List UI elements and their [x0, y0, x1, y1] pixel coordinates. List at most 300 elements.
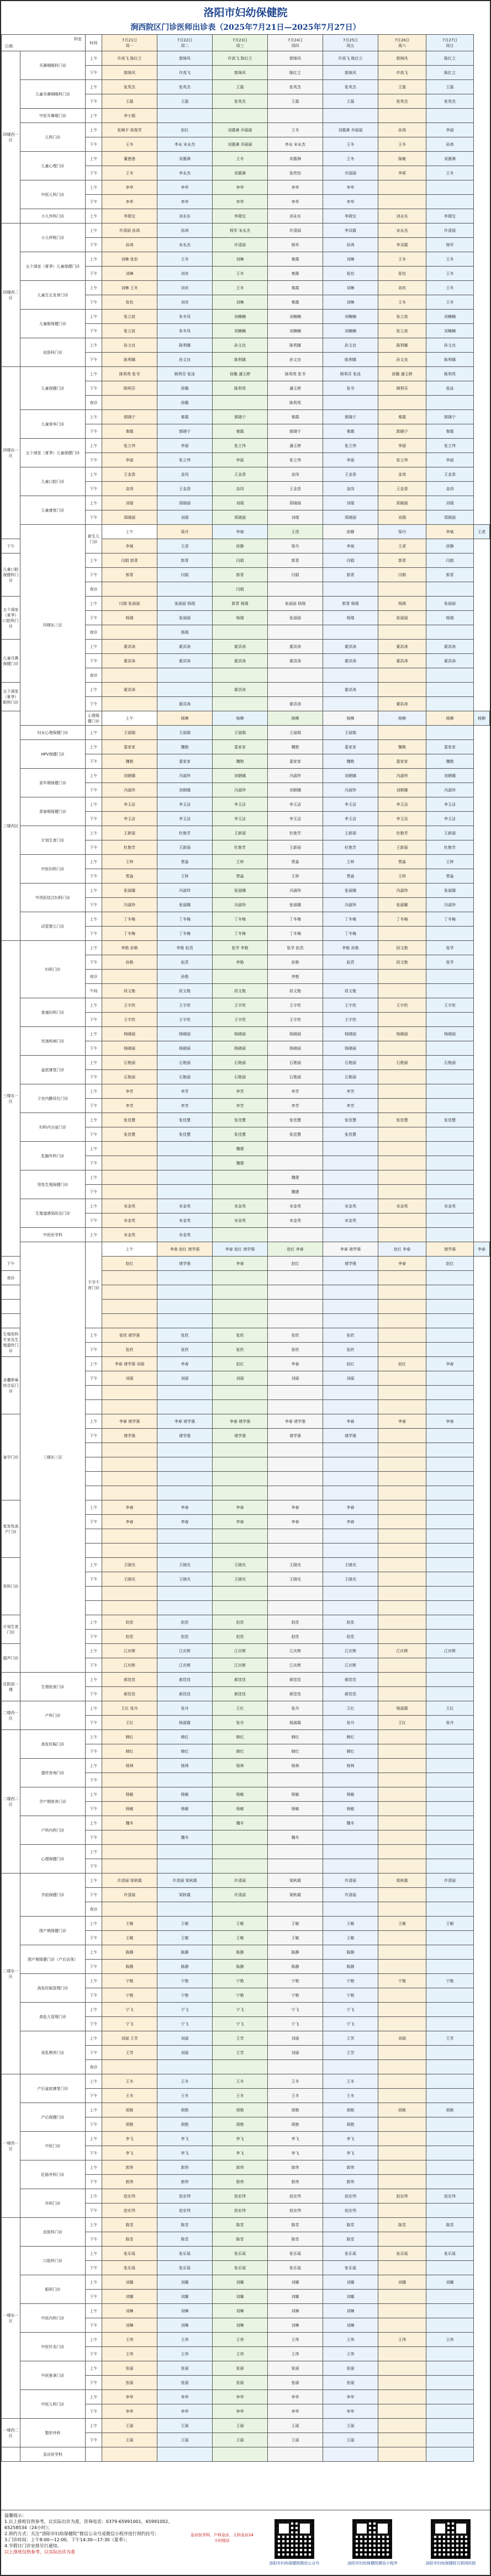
- doctor-cell: [378, 1630, 426, 1644]
- doctor-cell: 刘丽: [102, 1371, 157, 1386]
- doctor-cell: 李小娟: [102, 109, 157, 123]
- doctor-cell: 石艳丽: [213, 1056, 268, 1070]
- doctor-cell: 张欣: [102, 1343, 157, 1357]
- doctor-cell: [378, 1300, 426, 1314]
- table-row: [2, 912, 490, 927]
- doctor-cell: 赵宏伟: [268, 2189, 323, 2204]
- doctor-cell: [323, 1486, 378, 1500]
- area-cell: 一楼西一区: [2, 2074, 20, 2218]
- doctor-cell: [323, 1845, 378, 1859]
- area-cell: 一楼西二区: [2, 2419, 20, 2447]
- session-cell: 上午: [86, 1673, 102, 1687]
- table-row: [2, 310, 490, 324]
- table-corner: [2, 35, 86, 51]
- doctor-cell: 王冬: [102, 2074, 157, 2089]
- doctor-cell: [426, 1572, 474, 1587]
- doctor-cell: 李春: [378, 1257, 426, 1271]
- doctor-cell: 王晓光: [268, 1572, 323, 1587]
- doctor-cell: [268, 1529, 323, 1544]
- doctor-cell: 刘丽: [268, 2046, 323, 2060]
- doctor-cell: [323, 2447, 378, 2462]
- session-cell: 上午: [86, 1199, 102, 1214]
- doctor-cell: 郭青 杨瑞: [213, 597, 268, 611]
- doctor-cell: [157, 1845, 213, 1859]
- doctor-cell: 魏冬: [323, 1816, 378, 1830]
- doctor-cell: 刘惠淋 乔丽丽: [323, 123, 378, 137]
- session-cell: 下午: [86, 2146, 102, 2160]
- doctor-cell: [378, 1185, 426, 1199]
- doctor-cell: 石艳丽: [157, 1056, 213, 1070]
- doctor-cell: 王冬: [426, 252, 474, 267]
- qr-internet-hospital[interactable]: [420, 2519, 481, 2566]
- session-cell: 上午: [86, 1558, 102, 1572]
- doctor-cell: 王磊: [213, 80, 268, 94]
- doctor-cell: 魏建: [268, 1185, 323, 1199]
- doctor-cell: [323, 1300, 378, 1314]
- doctor-cell: 李春: [157, 1357, 213, 1371]
- table-row: [2, 2419, 490, 2433]
- doctor-cell: 张怡: [323, 267, 378, 281]
- doctor-cell: 李春 褚学强: [268, 1414, 323, 1429]
- session-cell: 下午: [86, 783, 102, 797]
- doctor-cell: 李芳: [268, 1084, 323, 1099]
- doctor-cell: 赵宏伟: [268, 2204, 323, 2218]
- doctor-cell: 孙文良: [268, 353, 323, 367]
- doctor-cell: [378, 1314, 426, 1328]
- doctor-cell: 孙艳: [157, 970, 213, 984]
- doctor-cell: [213, 1845, 268, 1859]
- doctor-cell: 顾利芬 张泳: [157, 367, 213, 381]
- doctor-cell: 张佳慧: [102, 1113, 157, 1127]
- doctor-cell: 冯淑珍: [426, 898, 474, 912]
- session-cell: 下午: [86, 1214, 102, 1228]
- doctor-cell: [426, 1170, 474, 1185]
- qr-mini-program[interactable]: [342, 2519, 403, 2566]
- session-cell: 下午: [86, 482, 102, 496]
- doctor-cell: [102, 970, 157, 984]
- doctor-cell: 张佳慧: [157, 1113, 213, 1127]
- doctor-cell: 孙文良: [426, 338, 474, 353]
- doctor-cell: 赵宏伟: [323, 2189, 378, 2204]
- session-cell: 上午: [86, 883, 102, 898]
- doctor-cell: 李华: [157, 2404, 213, 2419]
- day-header-fri: [323, 35, 378, 51]
- doctor-cell: 贾淼: [157, 855, 213, 869]
- doctor-cell: 宋金英: [323, 1214, 378, 1228]
- session-cell: 下午: [86, 1988, 102, 2003]
- doctor-cell: 魏建: [268, 1170, 323, 1185]
- doctor-cell: 杨敏: [102, 1802, 157, 1816]
- doctor-cell: 胡艳: [378, 2103, 426, 2117]
- doctor-cell: [426, 1988, 474, 2003]
- session-cell: 下午: [86, 195, 102, 209]
- doctor-cell: 江庆辉: [323, 1644, 378, 1658]
- doctor-cell: 陈雪: [268, 2218, 323, 2232]
- doctor-cell: 冯淑珍: [213, 783, 268, 797]
- doctor-cell: 梁秋霞: [268, 1888, 323, 1902]
- session-cell: 上午: [86, 740, 102, 754]
- doctor-cell: [157, 1443, 213, 1457]
- doctor-cell: 王芳: [213, 2031, 268, 2046]
- session-cell: 下午: [86, 1630, 102, 1644]
- doctor-cell: [378, 1070, 426, 1084]
- doctor-cell: 王敏: [157, 1931, 213, 1945]
- doctor-cell: 郭伟: [102, 2175, 157, 2189]
- doctor-cell: [378, 2117, 426, 2132]
- doctor-cell: 张英杰: [268, 80, 323, 94]
- doctor-cell: 杜艳芳: [323, 840, 378, 855]
- doctor-cell: 陈静: [268, 1945, 323, 1960]
- doctor-cell: 许高飞: [157, 66, 213, 80]
- doctor-cell: 冯淑珍: [102, 783, 157, 797]
- session-cell: 上午: [86, 281, 102, 295]
- doctor-cell: 杨晓丽: [102, 1041, 157, 1056]
- doctor-cell: [157, 1472, 213, 1486]
- table-row: [2, 2390, 490, 2404]
- doctor-cell: 刘瑞: [378, 510, 426, 525]
- doctor-cell: 陈利娜: [378, 338, 426, 353]
- doctor-cell: 王冬: [426, 281, 474, 295]
- qr-caption: 洛阳市妇幼保健院互联网医院: [425, 2561, 476, 2566]
- session-cell: 上午: [86, 1701, 102, 1716]
- doctor-cell: 郭伟: [157, 2175, 213, 2189]
- doctor-cell: 王丽: [323, 2419, 378, 2433]
- doctor-cell: 刘惠淋: [213, 166, 268, 180]
- doctor-cell: 刘娜: [157, 2290, 213, 2304]
- session-cell: 下午: [86, 66, 102, 80]
- doctor-cell: [268, 1271, 323, 1285]
- doctor-cell: [426, 1142, 474, 1156]
- doctor-cell: 张立波: [378, 310, 426, 324]
- doctor-cell: 石艳丽: [213, 1070, 268, 1084]
- doctor-cell: 郭绵风: [157, 51, 213, 66]
- doctor-cell: 刘琳: [268, 2318, 323, 2333]
- table-row: [2, 525, 490, 539]
- doctor-cell: 王红: [323, 1701, 378, 1716]
- doctor-cell: 刘欢: [157, 281, 213, 295]
- doctor-cell: 赵佳: [102, 1615, 157, 1630]
- doctor-cell: [426, 2003, 474, 2017]
- doctor-cell: 石艳丽: [426, 1056, 474, 1070]
- doctor-cell: 张立伟: [378, 453, 426, 467]
- doctor-cell: 刘朝娜: [213, 769, 268, 783]
- doctor-cell: 宋金英: [157, 1214, 213, 1228]
- session-cell: [86, 1529, 102, 1544]
- doctor-cell: 郭青: [213, 568, 268, 582]
- session-cell: 上午: [86, 597, 102, 611]
- doctor-cell: [323, 1156, 378, 1170]
- doctor-cell: [323, 1400, 378, 1414]
- doctor-cell: [213, 1859, 268, 1874]
- doctor-cell: [268, 582, 323, 597]
- session-cell: 下午: [86, 1343, 102, 1357]
- doctor-cell: 王金香: [378, 482, 426, 496]
- doctor-cell: 胡艳: [157, 2103, 213, 2117]
- doctor-cell: 霍洪涛: [102, 640, 157, 654]
- doctor-cell: 郭晓宁: [378, 424, 426, 439]
- doctor-cell: 王晓光: [157, 1558, 213, 1572]
- doctor-cell: 刘楠楠: [213, 324, 268, 338]
- clinic-name: 心理保健门诊: [86, 711, 102, 726]
- doctor-cell: 朱冬凤: [157, 310, 213, 324]
- doctor-cell: 陈雪: [213, 2232, 268, 2247]
- doctor-cell: 李玉洁: [323, 812, 378, 826]
- doctor-cell: 杨敏: [323, 1787, 378, 1802]
- doctor-cell: 王敏: [213, 1931, 268, 1945]
- doctor-cell: 褚学强: [157, 1429, 213, 1443]
- doctor-cell: [213, 1400, 268, 1414]
- session-cell: 上午: [86, 1644, 102, 1658]
- doctor-cell: [157, 1601, 213, 1615]
- doctor-cell: 胡艳: [157, 2117, 213, 2132]
- doctor-cell: 张立伟: [323, 439, 378, 453]
- doctor-cell: 陈敏: [378, 152, 426, 166]
- doctor-cell: 韩红: [268, 1730, 323, 1744]
- doctor-cell: 王冬: [268, 123, 323, 137]
- doctor-cell: 张立伟: [426, 439, 474, 453]
- doctor-cell: 杨淑霞: [268, 1716, 323, 1730]
- table-row: [2, 2247, 490, 2261]
- session-cell: 下午: [86, 1041, 102, 1056]
- doctor-cell: 郝佳佳: [213, 1687, 268, 1701]
- doctor-cell: 霍洪涛: [157, 640, 213, 654]
- doctor-cell: [102, 1601, 157, 1615]
- doctor-cell: 霍洪涛: [157, 697, 213, 711]
- clinic-name: 计划生育门诊: [2, 1615, 20, 1644]
- doctor-cell: 宋金英: [157, 1228, 213, 1242]
- clinic-name: 产后盆底康复门诊: [20, 2074, 86, 2103]
- doctor-cell: [323, 1472, 378, 1486]
- doctor-cell: 徐静: [323, 525, 378, 539]
- doctor-cell: [378, 1888, 426, 1902]
- doctor-cell: 赵红: [378, 1357, 426, 1371]
- doctor-cell: 张乐瑶: [323, 2261, 378, 2275]
- doctor-cell: [157, 582, 213, 597]
- session-cell: [86, 1544, 102, 1558]
- doctor-cell: 魏艳: [213, 754, 268, 769]
- session-cell: 下午: [86, 1099, 102, 1113]
- doctor-cell: 张丽娜: [323, 883, 378, 898]
- doctor-cell: 李斌: [426, 525, 474, 539]
- clinic-name: 高危妊娠门诊: [20, 1730, 86, 1759]
- doctor-cell: 李飞: [323, 2146, 378, 2160]
- doctor-cell: 张欣 褚学强: [102, 1328, 157, 1343]
- doctor-cell: 李春: [102, 1500, 157, 1515]
- doctor-cell: 陈雪: [157, 2218, 213, 2232]
- doctor-cell: 霍洪涛: [213, 640, 268, 654]
- session-cell: 下午: [86, 1716, 102, 1730]
- qr-code-icon: [274, 2519, 314, 2559]
- day-date: 7月25日: [342, 38, 358, 42]
- table-row: [2, 439, 490, 453]
- doctor-cell: [213, 1300, 268, 1314]
- session-cell: 上午: [86, 683, 102, 697]
- doctor-cell: 闫娟: [378, 568, 426, 582]
- doctor-cell: 郭青: [323, 568, 378, 582]
- doctor-cell: 江庆辉: [157, 1644, 213, 1658]
- doctor-cell: 刘丽: [378, 2031, 426, 2046]
- session-cell: 夜诊: [2, 1271, 20, 1285]
- doctor-cell: 李玉洁: [268, 797, 323, 812]
- table-row: [2, 797, 490, 812]
- doctor-cell: 宋永杰: [157, 238, 213, 252]
- doctor-cell: 梁丹: [378, 525, 426, 539]
- doctor-cell: 魏艳: [426, 754, 474, 769]
- doctor-cell: 王金香: [426, 467, 474, 482]
- doctor-cell: 李玉洁: [157, 797, 213, 812]
- doctor-cell: 张英杰: [102, 80, 157, 94]
- doctor-cell: 闫娟: [426, 553, 474, 568]
- doctor-cell: 张乐瑶: [268, 2261, 323, 2275]
- doctor-cell: [323, 625, 378, 640]
- doctor-cell: 许清丽: [213, 1874, 268, 1888]
- session-cell: 下午: [86, 568, 102, 582]
- doctor-cell: 李春: [102, 1515, 157, 1529]
- doctor-cell: [102, 1529, 157, 1544]
- doctor-cell: [378, 582, 426, 597]
- doctor-cell: 陈静: [157, 1945, 213, 1960]
- doctor-cell: 陈利娜: [426, 353, 474, 367]
- area-cell: 一楼东一区: [2, 2218, 20, 2419]
- doctor-cell: 李玉洁: [426, 812, 474, 826]
- clinic-name: 眼科门诊: [20, 2275, 86, 2304]
- doctor-cell: 秦霞: [157, 410, 213, 424]
- doctor-cell: 张乐瑶: [102, 2247, 157, 2261]
- table-row: [2, 1242, 490, 1257]
- doctor-cell: 刘琳: [213, 252, 268, 267]
- doctor-cell: 冯淑珍: [378, 883, 426, 898]
- doctor-cell: 张佳慧: [157, 1127, 213, 1142]
- session-cell: 上午: [102, 711, 157, 726]
- doctor-cell: 冯淑珍: [157, 769, 213, 783]
- doctor-cell: 赵红: [157, 123, 213, 137]
- clinic-name: 儿科门诊: [20, 123, 86, 152]
- doctor-cell: 张欣: [157, 1343, 213, 1357]
- doctor-cell: 李华: [157, 195, 213, 209]
- doctor-cell: [268, 2447, 323, 2462]
- doctor-cell: 张丽: [213, 2361, 268, 2376]
- doctor-cell: [378, 1371, 426, 1386]
- clinic-name: 妇科门诊: [20, 941, 86, 998]
- doctor-cell: [378, 2404, 426, 2419]
- doctor-cell: [378, 2433, 426, 2447]
- doctor-cell: 张丽: [323, 2361, 378, 2376]
- doctor-cell: 郭青: [157, 553, 213, 568]
- session-cell: 上午: [86, 209, 102, 223]
- doctor-cell: 王伟: [157, 2333, 213, 2347]
- doctor-cell: [426, 1759, 474, 1773]
- doctor-cell: [426, 1013, 474, 1027]
- doctor-cell: 郝佳佳: [157, 1673, 213, 1687]
- doctor-cell: [268, 1472, 323, 1486]
- area-cell: 二楼西一区: [2, 1701, 20, 1730]
- clinic-name: 中西医结合妇科门诊: [20, 883, 86, 912]
- qr-caption: 洛阳市妇幼保健院微信公众号: [269, 2561, 320, 2566]
- doctor-cell: 杨晓丽: [323, 1027, 378, 1041]
- doctor-cell: 李春 赵红 褚学强: [157, 1242, 213, 1257]
- session-cell: [86, 1457, 102, 1472]
- doctor-cell: 郑晓丽: [378, 496, 426, 510]
- session-cell: 午间: [86, 984, 102, 998]
- doctor-cell: 张怡: [102, 295, 157, 310]
- clinic-name: 中医儿科门诊: [20, 2390, 86, 2419]
- doctor-cell: [426, 1443, 474, 1457]
- doctor-cell: [378, 109, 426, 123]
- doctor-cell: [213, 1544, 268, 1558]
- doctor-cell: 刘琳: [323, 2304, 378, 2318]
- doctor-cell: 李春: [323, 1515, 378, 1529]
- doctor-cell: 张欣: [323, 1328, 378, 1343]
- qr-wechat-account[interactable]: [264, 2519, 325, 2566]
- doctor-cell: 李春: [268, 1515, 323, 1529]
- doctor-cell: 张立伟: [157, 453, 213, 467]
- doctor-cell: [378, 2132, 426, 2146]
- doctor-cell: 闫娟: [323, 553, 378, 568]
- doctor-cell: 宋永杰: [378, 223, 426, 238]
- doctor-cell: 石艳丽: [268, 1070, 323, 1084]
- doctor-cell: 李华: [323, 2390, 378, 2404]
- doctor-cell: [426, 668, 474, 683]
- doctor-cell: [378, 1472, 426, 1486]
- clinic-name: 超声门诊: [2, 1644, 20, 1673]
- doctor-cell: [426, 726, 474, 740]
- schedule-table: [1, 34, 490, 2462]
- doctor-cell: 王丽: [268, 2433, 323, 2447]
- doctor-cell: 李芳: [157, 1084, 213, 1099]
- doctor-cell: 宁艳: [268, 1974, 323, 1988]
- doctor-cell: 李瑞宝: [426, 209, 474, 223]
- doctor-cell: [102, 1457, 157, 1472]
- doctor-cell: 王金香: [102, 467, 157, 482]
- session-cell: 下午: [86, 2046, 102, 2060]
- clinic-name: 产科内科门诊: [20, 1816, 86, 1845]
- doctor-cell: 王伟: [323, 2333, 378, 2347]
- doctor-cell: 许高飞 陈红立: [323, 51, 378, 66]
- doctor-cell: 张丹: [157, 1701, 213, 1716]
- doctor-cell: 王虎: [474, 525, 490, 539]
- doctor-cell: 孙艳: [102, 955, 157, 970]
- corner-label-dept: 科室: [74, 37, 82, 41]
- doctor-cell: [426, 2347, 474, 2361]
- area-cell: 二楼东一区: [2, 1874, 20, 2074]
- doctor-cell: 王敏: [378, 1917, 426, 1931]
- doctor-cell: 李春 褚学强: [157, 1414, 213, 1429]
- doctor-cell: [426, 2390, 474, 2404]
- doctor-cell: 刘琳: [323, 2318, 378, 2333]
- doctor-cell: 张乐瑶: [213, 2261, 268, 2275]
- session-cell: 下午: [86, 611, 102, 625]
- doctor-cell: 金岗: [157, 467, 213, 482]
- doctor-cell: 李春: [213, 1257, 268, 1271]
- doctor-cell: 陈雪: [213, 2218, 268, 2232]
- doctor-cell: [268, 1544, 323, 1558]
- doctor-cell: 李飞: [157, 2132, 213, 2146]
- session-cell: 上午: [86, 2390, 102, 2404]
- doctor-cell: [378, 1544, 426, 1558]
- doctor-cell: 宁艳: [102, 1988, 157, 2003]
- doctor-cell: 郭绵风: [102, 66, 157, 80]
- notes-text: [1, 2510, 189, 2575]
- session-cell: 上午: [86, 2132, 102, 2146]
- session-cell: 上午: [86, 410, 102, 424]
- session-cell: 下午: [86, 2089, 102, 2103]
- session-cell: 下午: [86, 2433, 102, 2447]
- doctor-cell: [378, 1285, 426, 1300]
- doctor-cell: 许清丽: [323, 1874, 378, 1888]
- doctor-cell: [323, 582, 378, 597]
- doctor-cell: 李飞: [102, 2146, 157, 2160]
- doctor-cell: 金岗: [323, 482, 378, 496]
